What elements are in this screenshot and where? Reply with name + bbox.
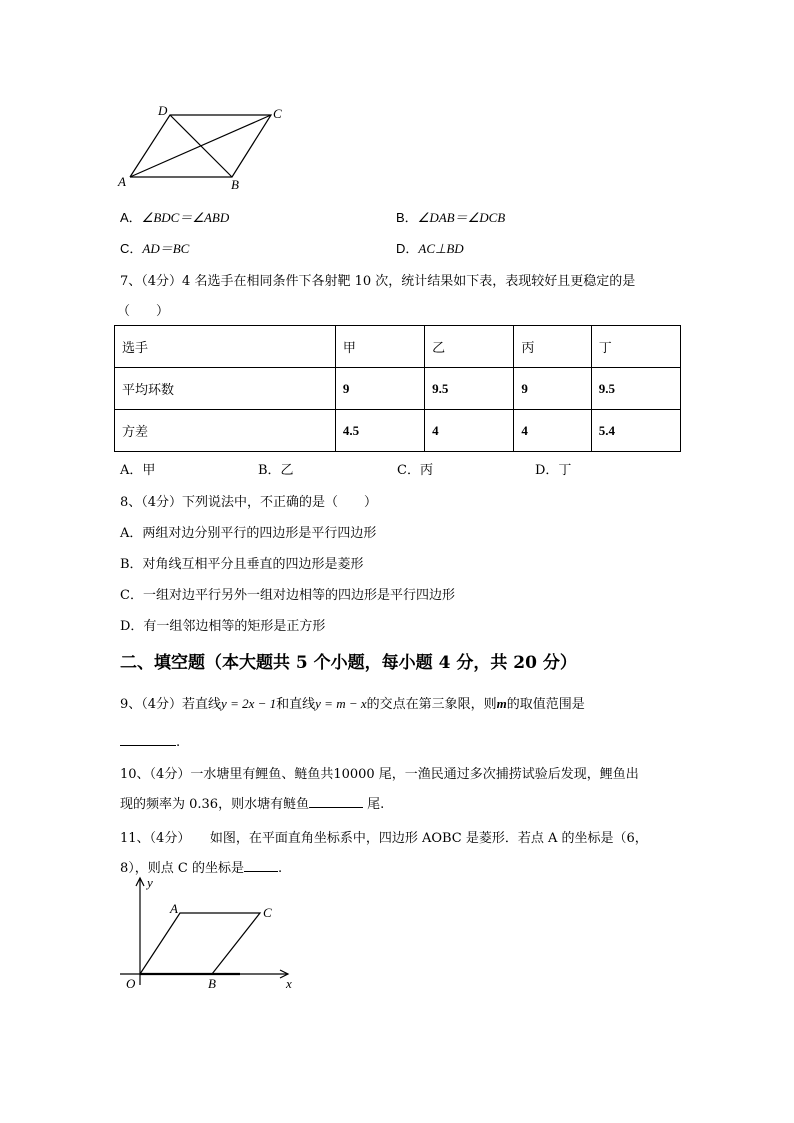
q7-paren: （ ） <box>117 304 170 319</box>
q10-line-2 <box>120 793 384 812</box>
table-cell: 选手 <box>115 326 336 368</box>
q6-option-b-text: ∠DAB＝∠DCB <box>417 210 506 225</box>
q6-option-c <box>120 238 189 257</box>
rhombus-outline <box>140 913 260 974</box>
q11-line-2-pre: 8），则点 C 的坐标是 <box>120 861 244 876</box>
label-c: C <box>273 106 282 121</box>
label-d: D <box>158 103 168 118</box>
q11-line-2-post: . <box>277 861 283 876</box>
q8-stem: 8、（4分）下列说法中，不正确的是（ ） <box>120 495 378 510</box>
label-c: C <box>263 905 272 920</box>
parallelogram-figure <box>110 98 295 193</box>
label-b: B <box>208 976 216 991</box>
q8-option-a: A．两组对边分别平行的四边形是平行四边形 <box>120 526 377 541</box>
q7-option-b: B．乙 <box>258 463 294 478</box>
table-cell: 5.4 <box>591 410 680 452</box>
q7-option-d: D．丁 <box>535 463 572 478</box>
table-cell: 4 <box>514 410 591 452</box>
q6-option-c-letter: C． <box>120 241 143 256</box>
q6-option-a <box>120 207 229 226</box>
q6-option-a-text: ∠BDC＝∠ABD <box>141 210 230 225</box>
label-y: y <box>147 875 153 890</box>
q9-equation-2: y = m − x <box>315 696 367 711</box>
q9-suffix-1: 的交点在第三象限，则 <box>366 697 497 712</box>
q7-stem: 7、（4分）4 名选手在相同条件下各射靶 10 次，统计结果如下表，表现较好且更稳定的是 <box>120 274 636 289</box>
q9-mid: 和直线 <box>276 697 316 712</box>
q7-option-a: A．甲 <box>120 463 156 478</box>
q6-option-d-letter: D． <box>396 241 419 256</box>
table-cell: 9 <box>335 368 424 410</box>
q6-option-c-text: AD＝BC <box>142 241 190 256</box>
q8-option-b: B．对角线互相平分且垂直的四边形是菱形 <box>120 557 364 572</box>
label-x: x <box>286 976 292 991</box>
label-a: A <box>118 174 126 189</box>
q9-answer-line <box>120 733 180 750</box>
table-cell: 方差 <box>115 410 336 452</box>
q10-line-1: 10、（4分）一水塘里有鲤鱼、鲢鱼共10000 尾，一渔民通过多次捕捞试验后发现，鲤鱼出 <box>120 767 639 782</box>
q8-option-c: C．一组对边平行另外一组对边相等的四边形是平行四边形 <box>120 588 455 603</box>
label-a: A <box>170 901 178 916</box>
label-o: O <box>126 976 136 991</box>
table-row <box>115 326 681 368</box>
q10-answer-blank[interactable] <box>309 795 363 808</box>
q8-option-d: D．有一组邻边相等的矩形是正方形 <box>120 619 326 634</box>
label-b: B <box>231 177 239 192</box>
table-cell: 9.5 <box>425 368 514 410</box>
q6-option-a-letter: A． <box>120 210 142 225</box>
q10-line-2-pre: 现的频率为 0.36，则水塘有鲢鱼 <box>120 797 310 812</box>
table-cell: 9 <box>514 368 591 410</box>
diagonal-bd <box>170 115 232 177</box>
q9-variable-m: m <box>496 696 507 711</box>
table-cell: 甲 <box>335 326 424 368</box>
q9-stem <box>120 693 585 712</box>
q9-suffix-2: 的取值范围是 <box>506 697 585 712</box>
rhombus-coordinate-figure <box>110 870 305 995</box>
q10-line-2-post: 尾. <box>367 797 385 812</box>
q6-option-d <box>396 238 464 257</box>
section-title: 二、填空题（本大题共 5 个小题，每小题 4 分，共 20 分） <box>120 653 577 673</box>
q6-option-b-letter: B． <box>396 210 418 225</box>
table-cell: 丙 <box>514 326 591 368</box>
q9-prefix: 9、（4分）若直线 <box>120 697 222 712</box>
table-row <box>115 410 681 452</box>
table-cell: 丁 <box>591 326 680 368</box>
q9-answer-blank[interactable] <box>120 733 176 746</box>
table-cell: 平均环数 <box>115 368 336 410</box>
table-row <box>115 368 681 410</box>
q9-end: . <box>176 735 181 750</box>
table-cell: 4.5 <box>335 410 424 452</box>
table-cell: 9.5 <box>591 368 680 410</box>
score-table <box>114 325 681 452</box>
table-cell: 4 <box>425 410 514 452</box>
q9-equation-1: y = 2x − 1 <box>221 696 277 711</box>
q6-option-d-text: AC⊥BD <box>418 241 464 256</box>
q11-line-1: 11、（4分） 如图，在平面直角坐标系中，四边形 AOBC 是菱形．若点 A 的坐标是（6， <box>120 831 648 846</box>
q7-option-c: C．丙 <box>397 463 433 478</box>
table-cell: 乙 <box>425 326 514 368</box>
q6-option-b <box>396 207 505 226</box>
